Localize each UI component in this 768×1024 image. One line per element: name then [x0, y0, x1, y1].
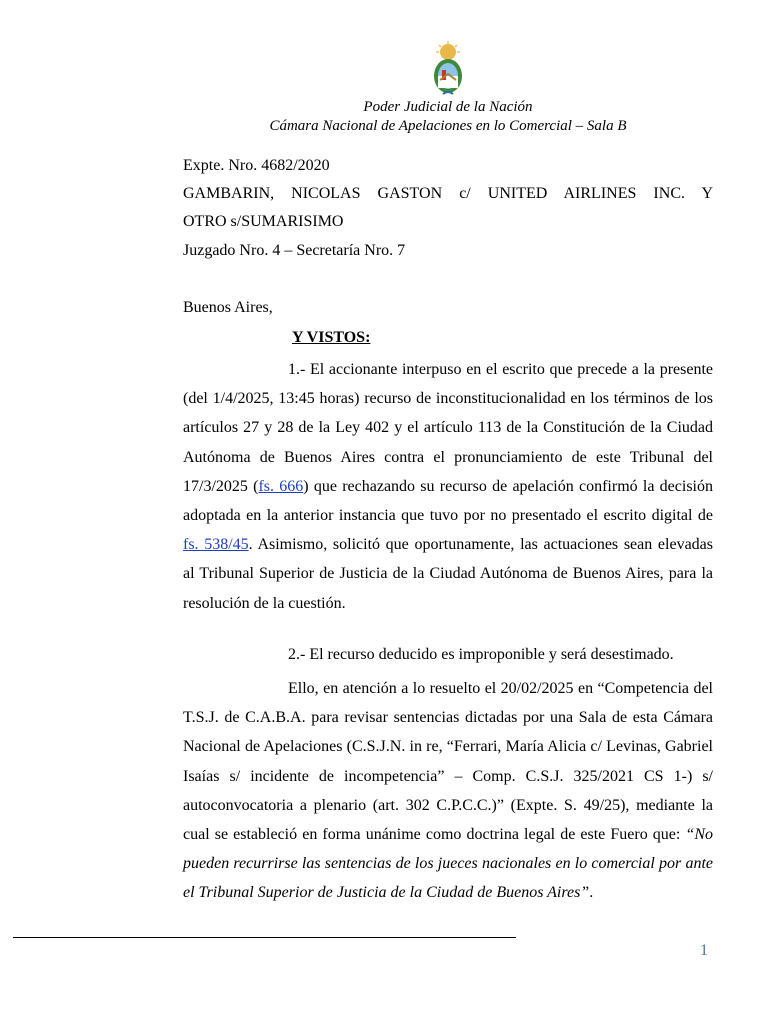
court-office: Juzgado Nro. 4 – Secretaría Nro. 7 — [183, 242, 406, 259]
case-parties-line1: GAMBARIN, NICOLAS GASTON c/ UNITED AIRLINES INC. Y — [183, 185, 713, 202]
paragraph-2 — [183, 644, 713, 666]
case-number: Expte. Nro. 4682/2020 — [183, 157, 330, 174]
y-vistos-heading: Y VISTOS: — [292, 329, 371, 346]
coat-of-arms-seal — [428, 40, 468, 98]
footer-rule — [13, 937, 516, 938]
paragraph-1-text-a: 1.- El accionante interpuso en el escrito que precede a la presente (del 1/4/2025, 13:45 horas) recurso de inconstitucionalidad en los términos de los artículos 27 y 28 de la Ley 402 y el artículo 113 de la Constitución de la Ciudad Autónoma de Buenos Aires contra el pronunciamiento de este Tribunal del 17/3/2025 ( — [183, 361, 713, 495]
paragraph-3 — [183, 674, 713, 908]
place-date: Buenos Aires, — [183, 299, 273, 316]
paragraph-1 — [183, 355, 713, 618]
paragraph-3-text-a: Ello, en atención a lo resuelto el 20/02/2025 en “Competencia del T.S.J. de C.A.B.A. para revisar sentencias dictadas por una Sala de esta Cámara Nacional de Apelaciones (C.S.J.N. in re, “Ferrari, María Alicia c/ Levinas, Gabriel Isaías s/ incidente de incompetencia” – Comp. C.S.J. 325/2021 CS 1-) s/ autoconvocatoria a plenario (art. 302 C.P.C.C.)” (Expte. S. 49/25), mediante la cual se estableció en forma unánime como doctrina legal de este Fuero que: — [183, 680, 713, 844]
paragraph-1-text-b: ) que rechazando su recurso de apelación confirmó la decisión adoptada en la anterior instancia que tuvo por no presentado el escrito digital de — [183, 477, 713, 525]
court-name-heading: Poder Judicial de la Nación — [363, 99, 533, 115]
page-number: 1 — [700, 942, 708, 959]
paragraph-1-text-c: . Asimismo, solicitó que oportunamente, las actuaciones sean elevadas al Tribunal Superior de Justicia de la Ciudad Autónoma de Buenos Aires, para la resolución de la cuestión. — [183, 536, 713, 612]
paragraph-2-text: 2.- El recurso deducido es improponible y será desestimado. — [288, 646, 674, 663]
chamber-name-heading: Cámara Nacional de Apelaciones en lo Comercial – Sala B — [269, 118, 627, 134]
case-parties-line2: OTRO s/SUMARISIMO — [183, 213, 344, 230]
link-fs-538-45[interactable]: fs. 538/45 — [183, 536, 249, 554]
link-fs-666[interactable]: fs. 666 — [258, 477, 304, 495]
doctrine-quote: “No pueden recurrirse las sentencias de los jueces nacionales en lo comercial por ante el Tribunal Superior de Justicia de la Ciudad de Buenos Aires” — [183, 826, 713, 902]
paragraph-3-text-b: . — [589, 884, 594, 902]
